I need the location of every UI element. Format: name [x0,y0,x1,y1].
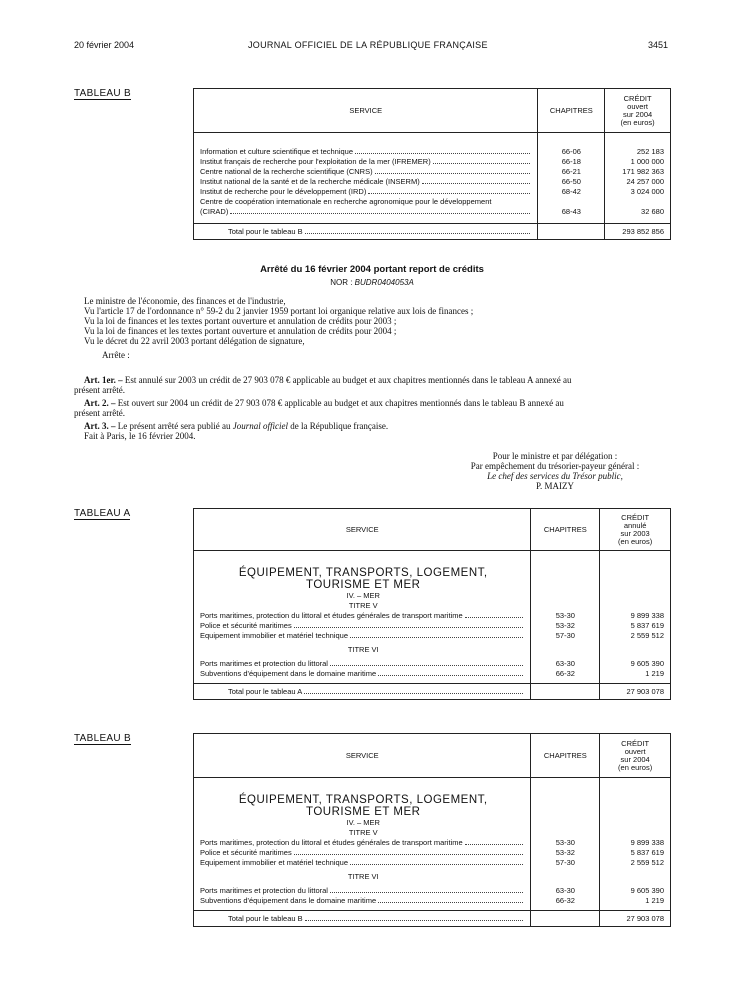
table-row: Institut de recherche pour le développement (IRD) [200,187,533,197]
article-2: Art. 2. – Est ouvert sur 2004 un crédit de 27 903 078 € applicable au budget et aux chapitres mentionnés dans le tableau B annexé au présent arrêté. [74,398,564,418]
tableau-b-top-table [193,88,671,240]
table-row: Ports maritimes, protection du littoral et études générales de transport maritime [200,611,526,621]
credit-column: 9 899 338 5 837 619 2 559 512 9 605 390 1 219 [600,778,671,911]
table-row: Institut national de la santé et de la recherche médicale (INSERM) [200,177,533,187]
table-row: (CIRAD) [200,207,533,217]
service-column [194,133,538,224]
article-1: Art. 1er. – Est annulé sur 2003 un crédit de 27 903 078 € applicable au budget et aux chapitres mentionnés dans le tableau A annexé au présent arrêté. [74,375,572,395]
col-service-header: SERVICE [194,89,538,133]
fait-a-paris: Fait à Paris, le 16 février 2004. [84,431,196,441]
col-credit-header: CRÉDIT ouvert sur 2004 (en euros) [600,734,671,778]
credit-column: 9 899 338 5 837 619 2 559 512 9 605 390 1 219 [600,551,671,684]
ministry-heading: TOURISME ET MER [306,806,421,818]
titre-heading: TITRE V [348,828,378,837]
col-chapitres-header: CHAPITRES [538,89,605,133]
tableau-a-label: TABLEAU A [74,508,131,519]
signature-block: Pour le ministre et par délégation : Par empêchement du trésorier-payeur général : Le chef des services du Trésor public, P. MAIZY [470,451,640,491]
preamble: Le ministre de l'économie, des finances et de l'industrie, Vu l'article 17 de l'ordonnance n° 59-2 du 2 janvier 1959 portant loi organique relative aux lois de finances ; Vu la loi de finances et les textes portant ouverture et annulation de crédits pour 2003 ; Vu la loi de finances et les textes portant ouverture et annulation de crédits pour 2004 ; Vu le décret du 22 avril 2003 portant délégation de signature, Arrête : [84,296,474,360]
section-heading: IV. – MER [346,591,380,600]
table-row: Institut français de recherche pour l'exploitation de la mer (IFREMER) [200,157,533,167]
total-label: Total pour le tableau A [228,687,303,696]
ministry-heading: ÉQUIPEMENT, TRANSPORTS, LOGEMENT, [238,567,488,579]
total-value: 293 852 856 [605,224,671,240]
total-label: Total pour le tableau B [228,227,303,236]
tableau-a-table [193,508,671,700]
col-chapitres-header: CHAPITRES [531,734,600,778]
tableau-b-top-label: TABLEAU B [74,88,131,99]
total-row [194,911,531,927]
titre-heading: TITRE VI [347,645,379,654]
titre-heading: TITRE VI [347,872,379,881]
service-column [194,778,531,911]
header-page-number: 3451 [648,40,669,50]
total-row [194,224,538,240]
section-heading: IV. – MER [346,818,380,827]
service-column [194,551,531,684]
total-row [194,684,531,700]
total-value: 27 903 078 [600,684,671,700]
table-row: Subventions d'équipement dans le domaine maritime [200,896,526,906]
table-row: Centre de coopération internationale en recherche agronomique pour le développement [200,197,492,206]
table-row: Ports maritimes et protection du littoral [200,659,526,669]
table-row: Information et culture scientifique et technique [200,147,533,157]
chapitres-column: 53-30 53-32 57-30 63-30 66-32 [531,551,600,684]
header-journal-title: JOURNAL OFFICIEL DE LA RÉPUBLIQUE FRANÇAISE [248,40,488,50]
table-row: Police et sécurité maritimes [200,848,526,858]
credit-column: 252 183 1 000 000 171 982 363 24 257 000 3 024 000 32 680 [605,133,671,224]
titre-heading: TITRE V [348,601,378,610]
col-chapitres-header: CHAPITRES [531,509,600,551]
total-value: 27 903 078 [600,911,671,927]
table-row: Equipement immobilier et matériel technique [200,858,526,868]
table-row: Ports maritimes et protection du littoral [200,886,526,896]
tableau-b-bottom-table [193,733,671,927]
col-service-header: SERVICE [194,734,531,778]
col-credit-header: CRÉDIT annulé sur 2003 (en euros) [600,509,671,551]
tableau-b-bottom-label: TABLEAU B [74,733,131,744]
col-credit-header: CRÉDIT ouvert sur 2004 (en euros) [605,89,671,133]
table-row: Equipement immobilier et matériel technique [200,631,526,641]
table-row: Police et sécurité maritimes [200,621,526,631]
table-row: Centre national de la recherche scientifique (CNRS) [200,167,533,177]
table-row: Subventions d'équipement dans le domaine maritime [200,669,526,679]
chapitres-column: 66-06 66-18 66-21 66-50 68-42 68-43 [538,133,605,224]
ministry-heading: TOURISME ET MER [306,579,421,591]
table-row: Ports maritimes, protection du littoral et études générales de transport maritime [200,838,526,848]
arrete-title: Arrêté du 16 février 2004 portant report de crédits [260,264,484,275]
col-service-header: SERVICE [194,509,531,551]
header-date: 20 février 2004 [74,40,135,50]
total-label: Total pour le tableau B [228,914,303,923]
nor-reference: NOR : BUDR0404053A [330,278,414,287]
chapitres-column: 53-30 53-32 57-30 63-30 66-32 [531,778,600,911]
ministry-heading: ÉQUIPEMENT, TRANSPORTS, LOGEMENT, [238,794,488,806]
article-3: Art. 3. – Le présent arrêté sera publié au Journal officiel de la République française. Fait à Paris, le 16 février 2004. [74,421,672,441]
